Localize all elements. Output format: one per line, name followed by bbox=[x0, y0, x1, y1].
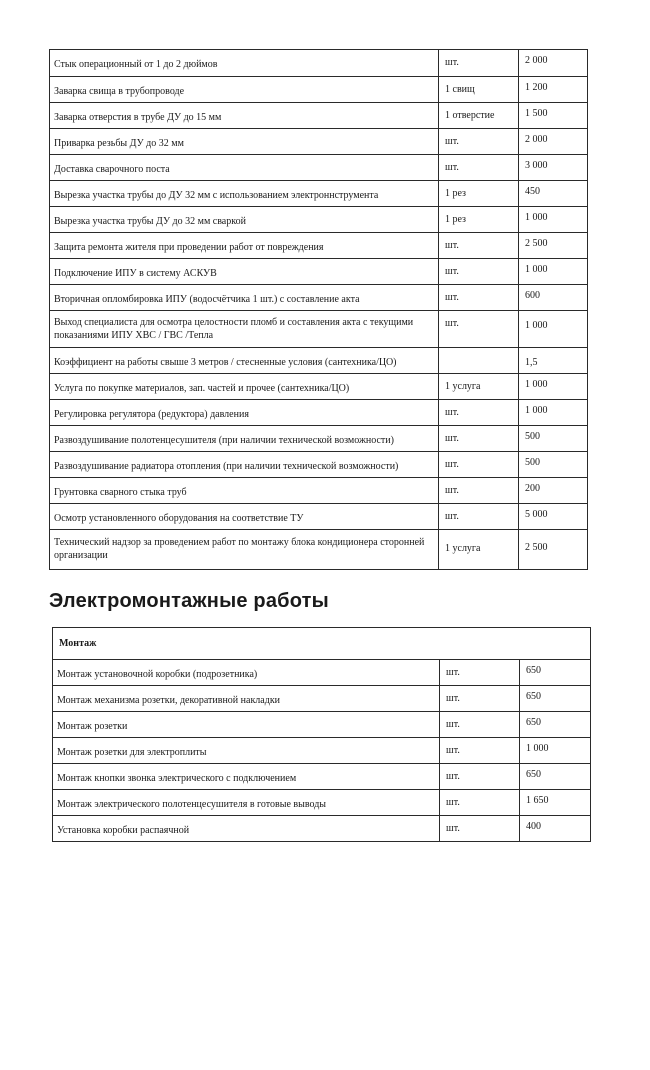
table-row bbox=[50, 233, 588, 259]
service-name: Регулировка регулятора (редуктора) давления bbox=[50, 400, 439, 426]
electrical-price-table bbox=[52, 627, 591, 842]
table-row bbox=[53, 712, 591, 738]
service-price: 200 bbox=[519, 478, 588, 504]
service-unit: шт. bbox=[439, 155, 519, 181]
service-name: Подключение ИПУ в систему АСКУВ bbox=[50, 259, 439, 285]
service-name: Стык операционный от 1 до 2 дюймов bbox=[50, 50, 439, 77]
service-unit bbox=[439, 348, 519, 374]
service-name: Монтаж розетки для электроплиты bbox=[53, 738, 440, 764]
service-price: 2 500 bbox=[519, 233, 588, 259]
table-row bbox=[53, 790, 591, 816]
service-price: 1 000 bbox=[519, 311, 588, 348]
service-unit: 1 услуга bbox=[439, 530, 519, 570]
service-price: 3 000 bbox=[519, 155, 588, 181]
service-price: 400 bbox=[520, 816, 591, 842]
service-price: 600 bbox=[519, 285, 588, 311]
service-price: 1 000 bbox=[519, 259, 588, 285]
table-row bbox=[50, 103, 588, 129]
service-price: 1,5 bbox=[519, 348, 588, 374]
service-price: 2 500 bbox=[519, 530, 588, 570]
service-name: Заварка отверстия в трубе ДУ до 15 мм bbox=[50, 103, 439, 129]
table-row bbox=[50, 311, 588, 348]
service-unit: 1 услуга bbox=[439, 374, 519, 400]
service-unit: шт. bbox=[439, 311, 519, 348]
service-name: Доставка сварочного поста bbox=[50, 155, 439, 181]
service-name: Услуга по покупке материалов, зап. частей и прочее (сантехника/ЦО) bbox=[50, 374, 439, 400]
table-row bbox=[53, 738, 591, 764]
table-row bbox=[50, 50, 588, 77]
service-name: Развоздушивание радиатора отопления (при наличии технической возможности) bbox=[50, 452, 439, 478]
service-unit: шт. bbox=[440, 738, 520, 764]
table-row bbox=[50, 348, 588, 374]
table-row bbox=[50, 285, 588, 311]
service-name: Защита ремонта жителя при проведении работ от повреждения bbox=[50, 233, 439, 259]
service-name: Грунтовка сварного стыка труб bbox=[50, 478, 439, 504]
table-row bbox=[50, 504, 588, 530]
service-unit: 1 рез bbox=[439, 207, 519, 233]
table-row bbox=[50, 77, 588, 103]
table-row bbox=[53, 816, 591, 842]
service-price: 1 500 bbox=[519, 103, 588, 129]
service-unit: шт. bbox=[440, 686, 520, 712]
service-unit: шт. bbox=[440, 764, 520, 790]
service-name: Монтаж кнопки звонка электрического с подключением bbox=[53, 764, 440, 790]
service-unit: шт. bbox=[440, 712, 520, 738]
service-unit: шт. bbox=[439, 400, 519, 426]
subsection-title: Монтаж bbox=[53, 628, 591, 660]
service-price: 1 000 bbox=[520, 738, 591, 764]
section-heading: Электромонтажные работы bbox=[49, 590, 329, 612]
table-row bbox=[53, 686, 591, 712]
service-name: Монтаж установочной коробки (подрозетника) bbox=[53, 660, 440, 686]
service-price: 450 bbox=[519, 181, 588, 207]
service-name: Выход специалиста для осмотра целостности пломб и составления акта с текущими показаниями ИПУ ХВС / ГВС /Тепла bbox=[50, 311, 439, 348]
service-name: Вырезка участка трубы до ДУ 32 мм с использованием электроннструмента bbox=[50, 181, 439, 207]
service-unit: шт. bbox=[439, 285, 519, 311]
table-row bbox=[50, 530, 588, 570]
table-subheader-row bbox=[53, 628, 591, 660]
service-name: Развоздушивание полотенцесушителя (при наличии технической возможности) bbox=[50, 426, 439, 452]
table-row bbox=[50, 426, 588, 452]
service-price: 1 650 bbox=[520, 790, 591, 816]
service-unit: шт. bbox=[439, 452, 519, 478]
table-row bbox=[53, 660, 591, 686]
service-price: 1 000 bbox=[519, 207, 588, 233]
service-price: 1 000 bbox=[519, 400, 588, 426]
service-price: 650 bbox=[520, 686, 591, 712]
service-name: Осмотр установленного оборудования на соответствие ТУ bbox=[50, 504, 439, 530]
service-name: Вырезка участка трубы ДУ до 32 мм сваркой bbox=[50, 207, 439, 233]
service-unit: шт. bbox=[439, 233, 519, 259]
service-price: 2 000 bbox=[519, 50, 588, 77]
table-row bbox=[50, 259, 588, 285]
service-price: 650 bbox=[520, 660, 591, 686]
table-row bbox=[50, 374, 588, 400]
service-unit: 1 отверстие bbox=[439, 103, 519, 129]
service-unit: шт. bbox=[439, 50, 519, 77]
service-unit: шт. bbox=[439, 129, 519, 155]
table-row bbox=[50, 207, 588, 233]
service-name: Технический надзор за проведением работ по монтажу блока кондиционера сторонней организации bbox=[50, 530, 439, 570]
service-price: 1 000 bbox=[519, 374, 588, 400]
service-name: Коэффициент на работы свыше 3 метров / стесненные условия (сантехника/ЦО) bbox=[50, 348, 439, 374]
service-name: Вторичная опломбировка ИПУ (водосчётчика 1 шт.) с составление акта bbox=[50, 285, 439, 311]
service-price: 2 000 bbox=[519, 129, 588, 155]
service-name: Монтаж электрического полотенцесушителя в готовые выводы bbox=[53, 790, 440, 816]
service-price: 5 000 bbox=[519, 504, 588, 530]
table-row bbox=[50, 129, 588, 155]
table-row bbox=[53, 764, 591, 790]
table-row bbox=[50, 181, 588, 207]
service-unit: шт. bbox=[440, 816, 520, 842]
service-name: Монтаж розетки bbox=[53, 712, 440, 738]
table-row bbox=[50, 478, 588, 504]
service-unit: 1 свищ bbox=[439, 77, 519, 103]
table-row bbox=[50, 452, 588, 478]
table-row bbox=[50, 400, 588, 426]
service-name: Установка коробки распаячной bbox=[53, 816, 440, 842]
service-name: Монтаж механизма розетки, декоративной накладки bbox=[53, 686, 440, 712]
service-name: Заварка свища в трубопроводе bbox=[50, 77, 439, 103]
service-price: 650 bbox=[520, 712, 591, 738]
service-name: Приварка резьбы ДУ до 32 мм bbox=[50, 129, 439, 155]
table-row bbox=[50, 155, 588, 181]
service-price: 500 bbox=[519, 452, 588, 478]
service-unit: 1 рез bbox=[439, 181, 519, 207]
service-unit: шт. bbox=[440, 660, 520, 686]
service-unit: шт. bbox=[440, 790, 520, 816]
service-unit: шт. bbox=[439, 478, 519, 504]
service-price: 1 200 bbox=[519, 77, 588, 103]
service-unit: шт. bbox=[439, 426, 519, 452]
service-price: 650 bbox=[520, 764, 591, 790]
service-unit: шт. bbox=[439, 504, 519, 530]
service-price: 500 bbox=[519, 426, 588, 452]
plumbing-price-table bbox=[49, 49, 588, 570]
service-unit: шт. bbox=[439, 259, 519, 285]
